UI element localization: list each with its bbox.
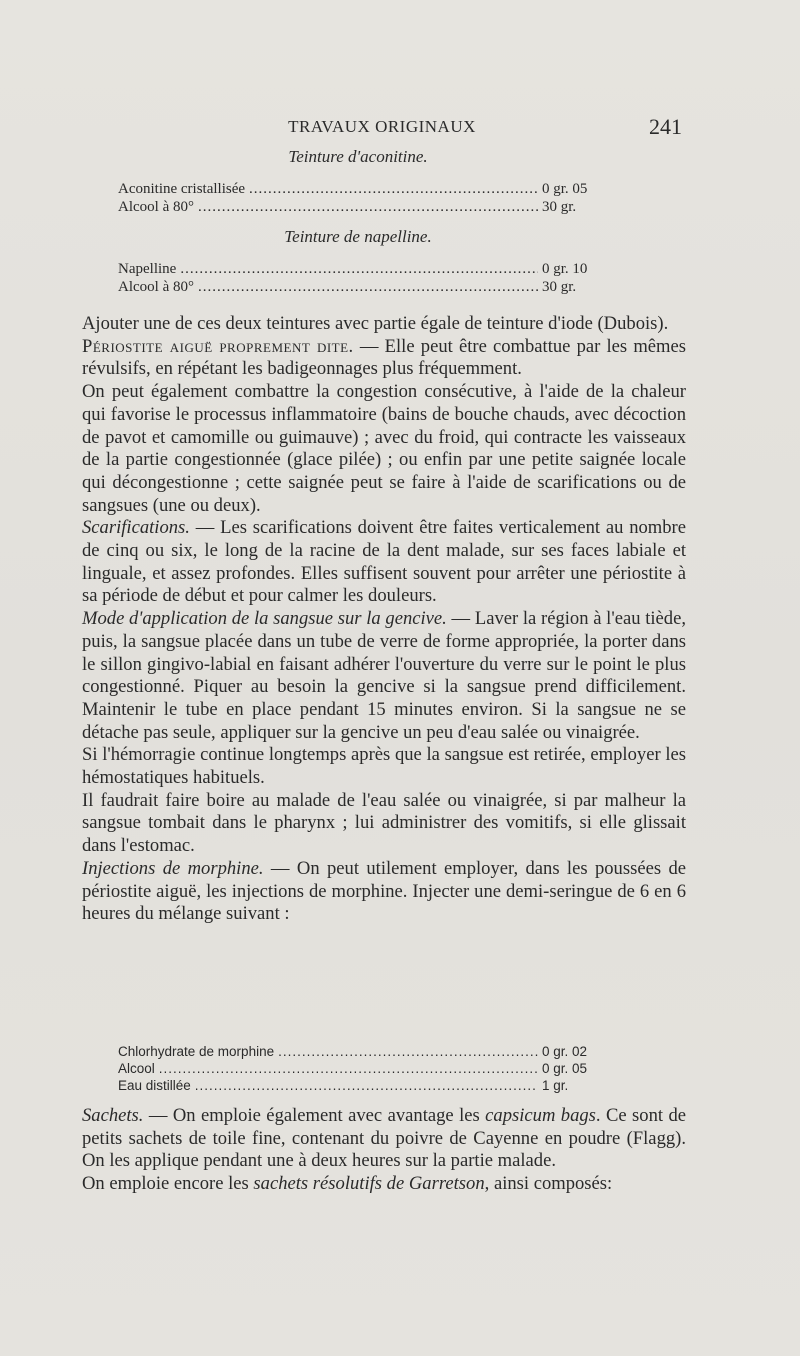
ingredient-name: Eau distillée <box>118 1078 191 1093</box>
paragraph <box>82 517 686 608</box>
section-heading: Périostite aiguë proprement dite. <box>82 335 354 357</box>
page-number: 241 <box>649 114 682 139</box>
page-header <box>82 114 682 142</box>
ingredient-qty: 0 gr. 10 <box>542 261 588 277</box>
paragraph: Si l'hémorragie continue longtemps après que la sangsue est retirée, employer les hémostatiques habituels. <box>82 744 686 789</box>
body-text-lower <box>82 1105 686 1196</box>
section-heading: Mode d'application de la sangsue sur la gencive. <box>82 608 447 630</box>
recipe-line <box>118 180 598 198</box>
ingredient-name: Napelline <box>118 261 177 277</box>
paragraph <box>82 1105 686 1173</box>
section-heading: Scarifications. <box>82 517 190 539</box>
ingredient-name: Chlorhydrate de morphine <box>118 1044 275 1059</box>
section-heading: Sachets. <box>82 1105 144 1126</box>
recipe-title: Teinture de napelline. <box>284 227 432 246</box>
body-text-upper <box>82 313 686 926</box>
recipe-line <box>118 278 598 296</box>
italic-term: sachets résolutifs de Garretson <box>253 1173 485 1195</box>
paragraph: Ajouter une de ces deux teintures avec partie égale de teinture d'iode (Dubois). <box>82 313 669 334</box>
recipe-aconitine <box>118 148 598 216</box>
leader-dots <box>198 198 538 216</box>
ingredient-qty: 0 gr. 05 <box>542 1061 588 1076</box>
paragraph: Il faudrait faire boire au malade de l'eau salée ou vinaigrée, si par malheur la sangsue tombait dans le pharynx ; lui administrer des vomitifs, si elle glissait dans l'estomac. <box>82 789 686 857</box>
recipe-line <box>118 260 598 278</box>
paragraph <box>82 336 686 381</box>
leader-dots <box>159 1060 538 1077</box>
running-head: TRAVAUX ORIGINAUX <box>288 117 476 136</box>
leader-dots <box>198 278 538 296</box>
recipe-line <box>118 1077 598 1094</box>
leader-dots <box>249 180 538 198</box>
section-heading: Injections de morphine. <box>82 857 264 879</box>
paragraph-text: — Les scarifications doivent être faites verticalement au nombre de cinq ou six, le long de la racine de la dent malade, sur ses faces labiale et linguale, et assez profondes. Elles suffisent souvent pour arrêter une périostite à sa période de début et pour calmer les douleurs. <box>82 517 686 607</box>
ingredient-qty: 1 gr. <box>542 1078 569 1093</box>
paragraph <box>82 608 686 744</box>
recipe-morphine <box>118 1043 598 1094</box>
paragraph: On peut également combattre la congestion consécutive, à l'aide de la chaleur qui favorise le processus inflammatoire (bains de bouche chauds, avec décoction de pavot et camomille ou guimauve) ; avec du froid, qui contracte les vaisseaux de la partie congestionnée (glace pilée) ; ou enfin par une petite saignée locale qui décongestionne ; cette saignée peut se faire à l'aide de scarifications ou de sangsues (une ou deux). <box>82 381 686 516</box>
paragraph-text: — On peut utilement employer, dans les poussées de périostite aiguë, les injections de morphine. Injecter une demi-seringue de 6 en 6 heures du mélange suivant : <box>82 857 686 925</box>
recipe-line <box>118 198 598 216</box>
paragraph-text: On emploie encore les <box>82 1173 254 1195</box>
recipe-title: Teinture d'aconitine. <box>288 147 428 166</box>
paragraph-text: — Elle peut être combattue par les mêmes révulsifs, en répétant les badigeonnages plus fréquemment. <box>82 335 687 380</box>
leader-dots <box>180 260 538 278</box>
paragraph-text: — On emploie également avec avantage les <box>143 1105 486 1126</box>
recipe-line <box>118 1060 598 1077</box>
paragraph-text: , ainsi composés: <box>484 1173 613 1195</box>
paragraph-text: — Laver la région à l'eau tiède, puis, la sangsue placée dans un tube de verre de forme appropriée, la porter dans le sillon gingivo-labial en faisant adhérer l'ouverture du verre sur le point le plus congestionné. Piquer au besoin la gencive si la sangsue prend difficilement. Maintenir le tube en place pendant 15 minutes environ. Si la sangsue ne se détache pas seule, appliquer sur la gencive un peu d'eau salée ou vinaigrée. <box>82 608 686 743</box>
ingredient-name: Aconitine cristallisée <box>118 181 246 197</box>
recipe-line <box>118 1043 598 1060</box>
leader-dots <box>278 1043 538 1060</box>
ingredient-qty: 0 gr. 02 <box>542 1044 588 1059</box>
ingredient-qty: 30 gr. <box>542 199 577 215</box>
recipe-napelline <box>118 228 598 296</box>
paragraph <box>82 858 686 926</box>
italic-term: capsicum bags <box>485 1105 596 1126</box>
paragraph <box>82 1173 686 1196</box>
ingredient-qty: 30 gr. <box>542 279 577 295</box>
ingredient-qty: 0 gr. 05 <box>542 181 588 197</box>
ingredient-name: Alcool <box>118 1061 155 1076</box>
ingredient-name: Alcool à 80° <box>118 199 194 215</box>
paragraph-text: . Ce sont de petits sachets de toile fine, contenant du poivre de Cayenne en poudre (Flagg). On les applique pendant une à deux heures sur la partie malade. <box>82 1105 686 1172</box>
leader-dots <box>195 1077 538 1094</box>
ingredient-name: Alcool à 80° <box>118 279 194 295</box>
